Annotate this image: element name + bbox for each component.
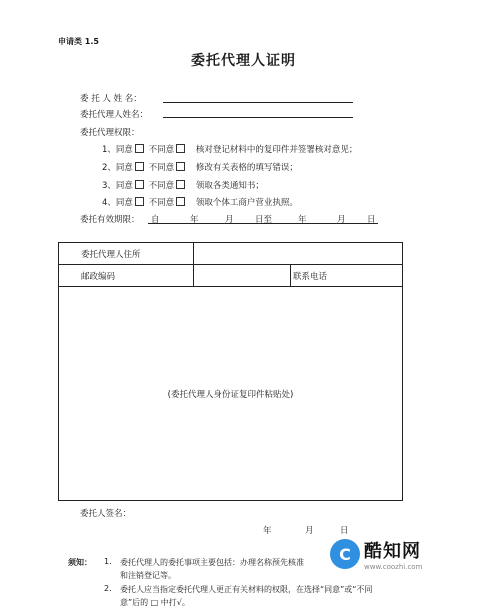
option-text: 领取个体工商户营业执照。 [195, 198, 298, 208]
watermark [330, 532, 470, 576]
period-label: 委托有效期限： [80, 215, 140, 225]
option-row [102, 161, 298, 173]
agree-label: 同意 [115, 145, 133, 155]
period-day-end: 日 [367, 215, 376, 225]
option-text: 领取各类通知书； [195, 181, 264, 191]
disagree-label: 不同意 [148, 181, 175, 191]
signature-year: 年 [263, 526, 272, 536]
signature-label: 委托人签名： [80, 509, 132, 519]
id-copy-area [59, 287, 403, 501]
note-2-line-1: 委托人应当指定委托代理人更正有关材料的权限，在选择“同意”或“不同 [120, 585, 373, 594]
disagree-label: 不同意 [148, 145, 175, 155]
agree-label: 同意 [115, 198, 133, 208]
option-number: 2、 [102, 163, 116, 173]
option-row [102, 143, 357, 155]
principal-name-line [163, 102, 353, 103]
page-title: 委托代理人证明 [191, 53, 296, 69]
period-from: 自 [151, 215, 160, 225]
address-value-cell[interactable] [194, 243, 403, 265]
id-copy-caption: (委托代理人身份证复印件粘贴处) [167, 389, 294, 400]
agent-name-line [163, 117, 353, 118]
principal-name-label: 委 托 人 姓 名： [80, 94, 142, 104]
agree-checkbox[interactable] [135, 180, 144, 189]
agree-label: 同意 [115, 181, 133, 191]
agree-checkbox[interactable] [135, 197, 144, 206]
agree-checkbox[interactable] [135, 162, 144, 171]
period-month-end: 月 [337, 215, 346, 225]
form-code: 申请类 1.5 [58, 37, 99, 46]
watermark-brand: 酷知网 [364, 541, 421, 562]
signature-month: 月 [305, 526, 314, 536]
disagree-checkbox[interactable] [176, 162, 185, 171]
note-1-line-1: 委托代理人的委托事项主要包括：办理名称预先核准 [120, 558, 304, 567]
option-row [102, 179, 264, 191]
period-year-start: 年 [190, 215, 199, 225]
option-number: 4、 [102, 198, 116, 208]
disagree-checkbox[interactable] [176, 197, 185, 206]
disagree-checkbox[interactable] [176, 180, 185, 189]
authority-label: 委托代理权限： [80, 128, 140, 138]
agree-checkbox[interactable] [135, 144, 144, 153]
option-text: 修改有关表格的填写错误； [195, 163, 298, 173]
agent-name-label: 委托代理人姓名： [80, 110, 149, 120]
phone-label-cell: 联系电话 [291, 265, 403, 287]
agent-info-table [58, 242, 403, 501]
watermark-url: www.coozhi.com [364, 563, 423, 571]
address-label-cell: 委托代理人住所 [59, 243, 194, 265]
disagree-checkbox[interactable] [176, 144, 185, 153]
coozhi-logo-icon: C [330, 539, 360, 569]
option-text: 核对登记材料中的复印件并签署核对意见； [195, 145, 358, 155]
note-1-line-2: 和注销登记等。 [120, 571, 176, 580]
option-number: 3、 [102, 181, 116, 191]
zip-label-cell: 邮政编码 [59, 265, 194, 287]
note-1-number: 1. [104, 557, 112, 566]
period-day-start: 日至 [255, 215, 273, 225]
agree-label: 同意 [115, 163, 133, 173]
period-year-end: 年 [298, 215, 307, 225]
note-2-line-2: 意”后的 □ 中打√。 [120, 598, 190, 607]
option-row [102, 196, 298, 208]
signature-day: 日 [340, 526, 349, 536]
option-number: 1、 [102, 145, 116, 155]
period-month-start: 月 [225, 215, 234, 225]
disagree-label: 不同意 [148, 198, 175, 208]
zip-value-cell[interactable] [194, 265, 291, 287]
disagree-label: 不同意 [148, 163, 175, 173]
notes-label: 须知： [68, 558, 92, 567]
note-2-number: 2. [104, 584, 112, 593]
